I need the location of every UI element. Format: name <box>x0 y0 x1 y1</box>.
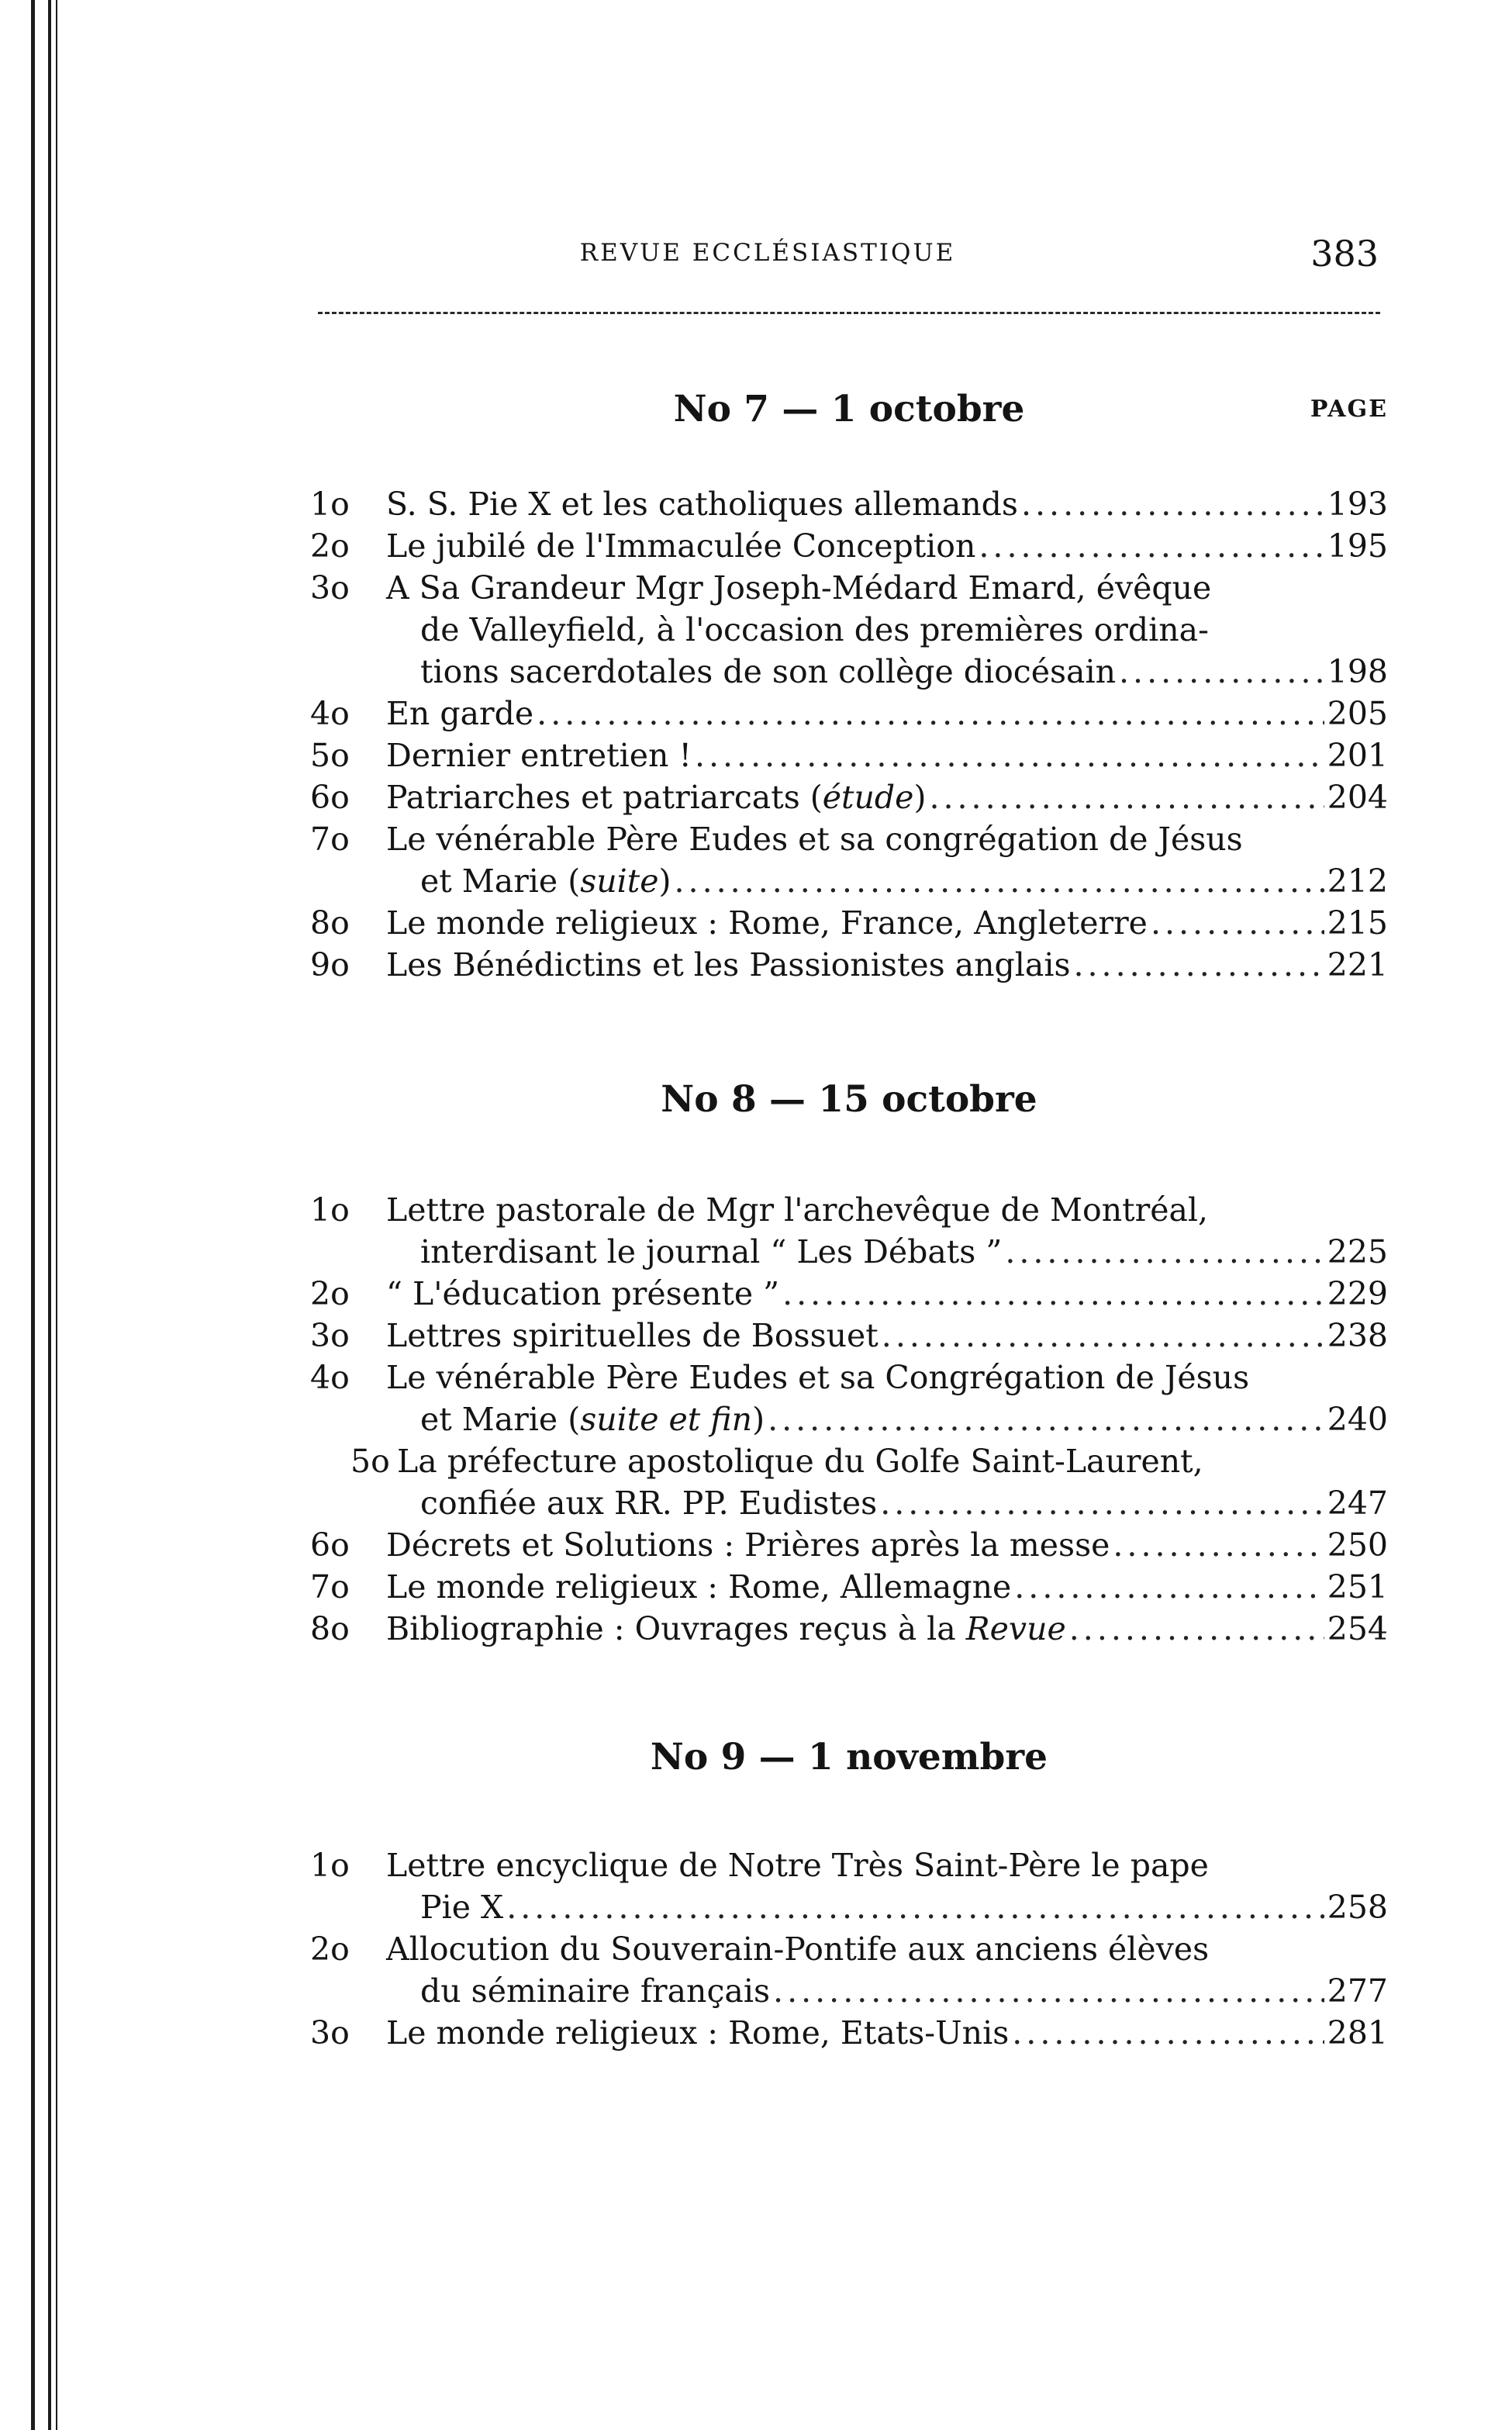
entry-number: 1o <box>310 1847 350 1884</box>
entry-title: “ L'éducation présente ” <box>386 1275 780 1312</box>
entry-page: 212 <box>1327 862 1388 900</box>
toc-entry <box>310 1315 1388 1357</box>
toc-entry <box>310 1928 1388 2012</box>
entry-number: 5o <box>350 1443 390 1480</box>
section-no7 <box>310 388 1388 986</box>
entry-number: 6o <box>310 1526 350 1564</box>
binding-edge <box>48 0 51 2430</box>
entry-page: 277 <box>1327 1972 1388 2010</box>
entry-title: S. S. Pie X et les catholiques allemands <box>386 486 1018 523</box>
entry-page: 195 <box>1327 527 1388 565</box>
toc-entry <box>310 944 1388 986</box>
entry-page: 250 <box>1327 1526 1388 1564</box>
toc-entry <box>310 1189 1388 1273</box>
toc-entry <box>310 1524 1388 1566</box>
entry-page: 225 <box>1327 1233 1388 1270</box>
entry-title: Lettre pastorale de Mgr l'archevêque de Montréal, <box>386 1191 1209 1229</box>
entry-title-continued: et Marie (suite) <box>420 862 671 900</box>
entry-number: 9o <box>310 946 350 983</box>
page-column-label: PAGE <box>1310 396 1388 423</box>
toc-entry <box>310 735 1388 776</box>
toc-entry <box>310 1566 1388 1608</box>
entry-number: 1o <box>310 1191 350 1229</box>
entry-number: 8o <box>310 1610 350 1647</box>
entry-page: 215 <box>1327 904 1388 942</box>
entry-title: Lettre encyclique de Notre Très Saint-Père le pape <box>386 1847 1209 1884</box>
entry-title: Le monde religieux : Rome, Allemagne <box>386 1568 1012 1606</box>
section-title: No 9 — 1 novembre <box>650 1736 1048 1778</box>
entry-number: 8o <box>310 904 350 942</box>
entry-page: 240 <box>1327 1401 1388 1438</box>
entry-page: 221 <box>1327 946 1388 983</box>
entry-number: 5o <box>310 737 350 774</box>
entry-title: Le vénérable Père Eudes et sa Congrégation de Jésus <box>386 1359 1250 1396</box>
section-heading <box>310 1078 1388 1131</box>
toc-entry <box>310 1440 1388 1524</box>
entry-page: 193 <box>1327 486 1388 523</box>
entry-page: 238 <box>1327 1317 1388 1354</box>
section-heading <box>310 388 1388 441</box>
entry-page: 198 <box>1327 653 1388 690</box>
toc-entry <box>310 1608 1388 1650</box>
entry-title: Patriarches et patriarcats (étude) <box>386 779 927 816</box>
entry-title: Allocution du Souverain-Pontife aux anciens élèves <box>386 1931 1210 1968</box>
binding-edge <box>56 0 57 2430</box>
toc-entry <box>310 1273 1388 1315</box>
entry-page: 281 <box>1327 2014 1388 2052</box>
toc-entry <box>310 483 1388 525</box>
entry-page: 247 <box>1327 1485 1388 1522</box>
entry-title-continued: confiée aux RR. PP. Eudistes <box>420 1485 878 1522</box>
entry-title: Dernier entretien ! <box>386 737 692 774</box>
toc-entry <box>310 1357 1388 1440</box>
entry-page: 258 <box>1327 1889 1388 1926</box>
entry-page: 205 <box>1327 695 1388 732</box>
toc-entry <box>310 2012 1388 2054</box>
section-title: No 8 — 15 octobre <box>661 1078 1037 1121</box>
entry-number: 4o <box>310 1359 350 1396</box>
entry-page: 251 <box>1327 1568 1388 1606</box>
entry-title-continued: Pie X <box>420 1889 504 1926</box>
entry-title-continued: du séminaire français <box>420 1972 771 2010</box>
binding-edge <box>31 0 35 2430</box>
entry-page: 229 <box>1327 1275 1388 1312</box>
section-title: No 7 — 1 octobre <box>673 388 1025 430</box>
entry-title: Le monde religieux : Rome, France, Angleterre <box>386 904 1148 942</box>
page-number: 383 <box>1310 233 1379 275</box>
toc-entry <box>310 776 1388 818</box>
entry-number: 3o <box>310 2014 350 2052</box>
entry-title-continued: interdisant le journal “ Les Débats ” <box>420 1233 1003 1270</box>
entry-number: 3o <box>310 569 350 607</box>
toc-entry <box>310 525 1388 567</box>
entry-page: 254 <box>1327 1610 1388 1647</box>
toc-entry <box>310 693 1388 735</box>
entry-title: Les Bénédictins et les Passionistes anglais <box>386 946 1071 983</box>
section-no8 <box>310 1078 1388 1650</box>
header-rule <box>318 312 1380 314</box>
toc-entry <box>310 902 1388 944</box>
entry-number: 3o <box>310 1317 350 1354</box>
running-head <box>310 233 1388 279</box>
running-title: REVUE ECCLÉSIASTIQUE <box>579 239 956 267</box>
entry-title-continued: de Valleyfield, à l'occasion des premières ordina- <box>420 611 1209 648</box>
entry-number: 6o <box>310 779 350 816</box>
toc-entry <box>310 567 1388 693</box>
entry-title-continued: et Marie (suite et fin) <box>420 1401 765 1438</box>
entry-number: 2o <box>310 527 350 565</box>
entry-title: Le monde religieux : Rome, Etats-Unis <box>386 2014 1010 2052</box>
entry-title: Décrets et Solutions : Prières après la messe <box>386 1526 1110 1564</box>
toc-entry <box>310 1844 1388 1928</box>
section-no9 <box>310 1736 1388 2054</box>
entry-page: 204 <box>1327 779 1388 816</box>
entry-number: 4o <box>310 695 350 732</box>
entry-title-continued: tions sacerdotales de son collège diocésain <box>420 653 1117 690</box>
entry-number: 2o <box>310 1931 350 1968</box>
entry-number: 1o <box>310 486 350 523</box>
entry-number: 2o <box>310 1275 350 1312</box>
entry-page: 201 <box>1327 737 1388 774</box>
entry-title: En garde <box>386 695 534 732</box>
toc-entry <box>310 818 1388 902</box>
entry-title: A Sa Grandeur Mgr Joseph-Médard Emard, évêque <box>386 569 1212 607</box>
entry-title: Lettres spirituelles de Bossuet <box>386 1317 879 1354</box>
entry-number: 7o <box>310 821 350 858</box>
section-heading <box>310 1736 1388 1789</box>
entry-title: Le jubilé de l'Immaculée Conception <box>386 527 976 565</box>
entry-title: Bibliographie : Ouvrages reçus à la Revue <box>386 1610 1066 1647</box>
entry-title: La préfecture apostolique du Golfe Saint-Laurent, <box>397 1443 1203 1480</box>
entry-title: Le vénérable Père Eudes et sa congrégation de Jésus <box>386 821 1243 858</box>
entry-number: 7o <box>310 1568 350 1606</box>
